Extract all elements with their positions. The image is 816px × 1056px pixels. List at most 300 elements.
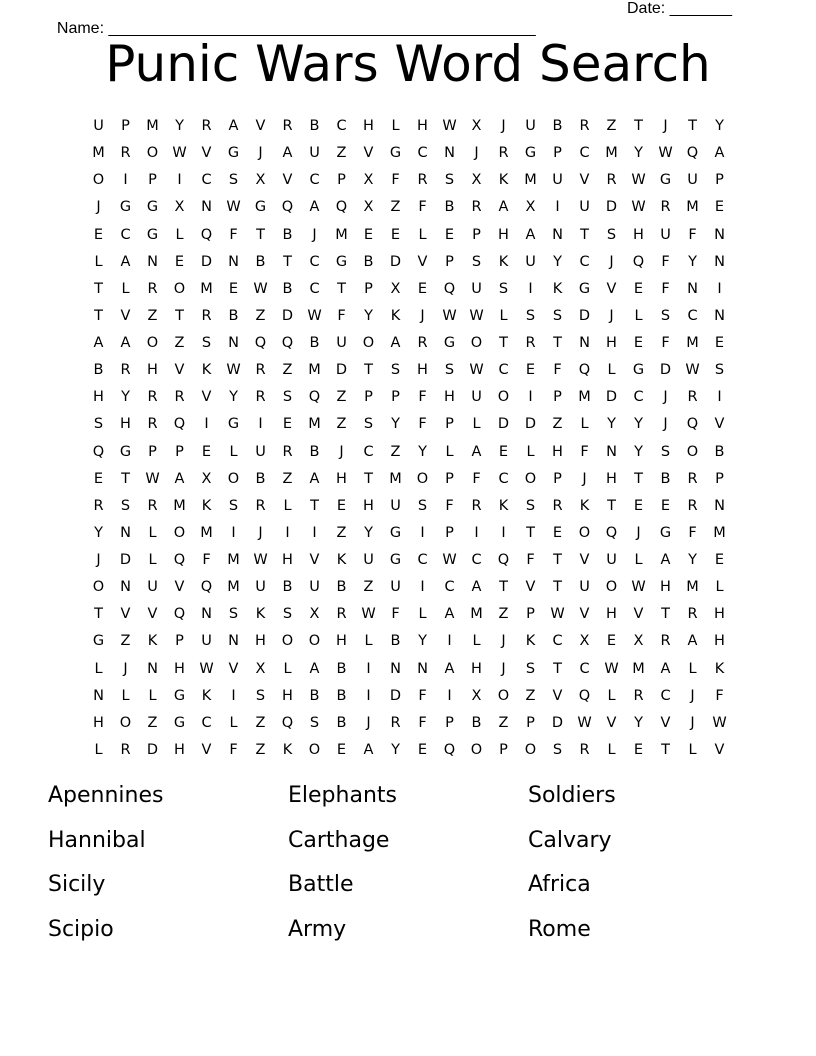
grid-letter: L: [715, 579, 724, 596]
grid-letter: U: [552, 172, 563, 189]
grid-letter: R: [93, 497, 104, 514]
grid-letter: R: [282, 118, 293, 134]
grid-letter: P: [337, 172, 346, 189]
grid-letter: I: [231, 524, 236, 541]
grid-letter: B: [282, 579, 293, 596]
grid-letter: K: [390, 307, 401, 324]
grid-letter: H: [174, 741, 185, 758]
grid-letter: V: [525, 579, 536, 596]
grid-letter: X: [201, 470, 212, 487]
grid-letter: U: [201, 633, 212, 650]
grid-letter: V: [606, 280, 617, 297]
grid-letter: Q: [281, 714, 294, 731]
grid-letter: L: [94, 660, 103, 677]
grid-letter: Z: [498, 714, 509, 731]
grid-letter: S: [228, 606, 239, 623]
grid-letter: Y: [634, 416, 643, 433]
grid-letter: V: [579, 606, 590, 623]
grid-letter: C: [444, 579, 455, 596]
grid-letter: E: [714, 199, 725, 216]
grid-letter: C: [633, 389, 644, 406]
grid-letter: V: [201, 741, 212, 758]
grid-letter: A: [309, 199, 320, 216]
grid-letter: V: [552, 687, 563, 704]
grid-letter: Q: [632, 253, 645, 270]
grid-letter: W: [469, 362, 484, 379]
grid-letter: M: [524, 172, 537, 189]
grid-letter: N: [417, 660, 428, 677]
grid-letter: R: [336, 606, 347, 623]
grid-letter: A: [444, 606, 455, 623]
grid-letter: S: [282, 389, 293, 406]
grid-letter: T: [553, 660, 562, 677]
grid-letter: H: [93, 714, 104, 731]
grid-letter: V: [363, 145, 374, 162]
grid-letter: J: [123, 660, 128, 677]
grid-letter: H: [174, 660, 185, 677]
grid-letter: X: [309, 606, 320, 623]
grid-letter: L: [148, 687, 157, 704]
grid-letter: L: [229, 443, 238, 460]
grid-letter: T: [175, 307, 184, 324]
grid-letter: I: [366, 687, 371, 704]
grid-letter: B: [255, 253, 266, 270]
grid-letter: C: [687, 307, 698, 324]
grid-letter: C: [336, 118, 347, 134]
grid-letter: F: [418, 199, 427, 216]
grid-letter: H: [255, 633, 266, 650]
word-list-item: Carthage: [288, 827, 390, 853]
grid-letter: L: [634, 307, 643, 324]
grid-letter: I: [177, 172, 182, 189]
grid-letter: S: [552, 307, 563, 324]
grid-letter: W: [253, 552, 268, 568]
grid-letter: J: [582, 470, 587, 487]
grid-letter: U: [579, 199, 590, 216]
grid-letter: G: [119, 443, 132, 460]
grid-letter: C: [120, 226, 131, 243]
grid-letter: I: [366, 660, 371, 677]
grid-letter: Y: [607, 416, 616, 433]
grid-letter: T: [94, 307, 103, 324]
grid-letter: Z: [336, 389, 347, 406]
grid-letter: J: [339, 443, 344, 460]
grid-letter: R: [660, 633, 671, 650]
grid-letter: O: [362, 335, 375, 351]
grid-letter: T: [688, 118, 697, 134]
letter-grid: [85, 113, 733, 764]
grid-letter: T: [580, 226, 589, 243]
grid-letter: O: [524, 470, 537, 487]
grid-letter: J: [636, 524, 641, 541]
grid-letter: A: [228, 118, 239, 134]
grid-letter: U: [471, 389, 482, 406]
grid-letter: B: [336, 660, 347, 677]
grid-letter: O: [227, 470, 240, 487]
grid-letter: E: [93, 470, 104, 487]
grid-letter: R: [255, 497, 266, 514]
grid-letter: V: [660, 714, 671, 731]
grid-letter: K: [201, 362, 212, 379]
grid-letter: W: [442, 307, 457, 324]
grid-letter: L: [94, 741, 103, 758]
grid-letter: N: [714, 497, 725, 514]
grid-letter: D: [389, 253, 402, 270]
grid-letter: Y: [418, 633, 427, 650]
grid-letter: V: [120, 307, 131, 324]
grid-letter: V: [255, 118, 266, 134]
grid-letter: C: [579, 660, 590, 677]
grid-letter: S: [390, 362, 401, 379]
word-list-item: Scipio: [48, 916, 114, 942]
grid-letter: A: [120, 335, 131, 351]
grid-letter: Z: [282, 362, 293, 379]
grid-letter: B: [714, 443, 725, 460]
grid-letter: N: [120, 524, 131, 541]
grid-letter: N: [93, 687, 104, 704]
grid-letter: M: [200, 524, 213, 541]
grid-letter: S: [714, 362, 725, 379]
word-list-item: Soldiers: [528, 783, 616, 808]
grid-letter: L: [283, 660, 292, 677]
grid-letter: U: [579, 579, 590, 596]
grid-letter: Y: [94, 524, 103, 541]
grid-letter: Z: [147, 714, 158, 731]
grid-letter: T: [364, 362, 373, 379]
grid-letter: L: [688, 741, 697, 758]
word-list-item: Apennines: [48, 783, 164, 808]
grid-letter: E: [363, 226, 374, 243]
grid-letter: J: [366, 714, 371, 731]
grid-letter: Z: [255, 741, 266, 758]
grid-letter: K: [579, 497, 590, 514]
grid-letter: N: [228, 335, 239, 351]
grid-letter: F: [337, 307, 346, 324]
grid-letter: I: [285, 524, 290, 541]
grid-letter: R: [687, 497, 698, 514]
grid-letter: G: [524, 145, 537, 162]
grid-letter: Y: [688, 253, 697, 270]
grid-letter: H: [147, 362, 158, 379]
grid-letter: A: [471, 579, 482, 596]
grid-letter: D: [146, 741, 159, 758]
grid-letter: A: [714, 145, 725, 162]
grid-letter: R: [660, 199, 671, 216]
grid-letter: J: [96, 552, 101, 568]
grid-letter: Z: [390, 199, 401, 216]
grid-letter: H: [714, 633, 725, 650]
grid-letter: B: [471, 714, 482, 731]
grid-letter: M: [200, 280, 213, 297]
word-list-item: Elephants: [288, 783, 397, 808]
grid-letter: V: [606, 714, 617, 731]
grid-letter: R: [471, 199, 482, 216]
grid-letter: Y: [364, 524, 373, 541]
grid-letter: P: [445, 524, 454, 541]
grid-letter: B: [93, 362, 104, 379]
grid-letter: C: [471, 552, 482, 568]
grid-letter: Q: [497, 552, 510, 568]
grid-letter: W: [361, 606, 376, 623]
grid-letter: Z: [552, 416, 563, 433]
grid-letter: K: [714, 660, 725, 677]
grid-letter: J: [258, 145, 263, 162]
grid-letter: B: [309, 118, 320, 134]
grid-letter: W: [658, 145, 673, 162]
grid-letter: T: [661, 606, 670, 623]
grid-letter: Y: [688, 552, 697, 568]
grid-letter: R: [606, 172, 617, 189]
grid-letter: N: [444, 145, 455, 162]
grid-letter: V: [174, 362, 185, 379]
grid-letter: C: [309, 172, 320, 189]
grid-letter: S: [525, 497, 536, 514]
grid-letter: Q: [200, 226, 213, 243]
grid-letter: W: [577, 714, 592, 731]
grid-letter: Q: [443, 280, 456, 297]
grid-letter: Q: [281, 335, 294, 351]
grid-letter: I: [528, 280, 533, 297]
grid-letter: Z: [255, 714, 266, 731]
grid-letter: P: [445, 470, 454, 487]
grid-letter: O: [308, 633, 321, 650]
grid-letter: H: [498, 226, 509, 243]
grid-letter: H: [714, 606, 725, 623]
grid-letter: P: [364, 280, 373, 297]
grid-letter: V: [579, 552, 590, 568]
grid-letter: J: [501, 118, 506, 134]
grid-letter: G: [173, 714, 186, 731]
grid-letter: D: [524, 416, 537, 433]
grid-letter: Z: [525, 687, 536, 704]
grid-letter: S: [417, 497, 428, 514]
grid-letter: A: [309, 660, 320, 677]
grid-letter: R: [471, 497, 482, 514]
word-list: [48, 780, 768, 958]
grid-letter: Q: [173, 552, 186, 568]
grid-letter: Q: [686, 416, 699, 433]
grid-letter: H: [606, 470, 617, 487]
grid-letter: J: [663, 118, 668, 134]
grid-letter: T: [121, 470, 130, 487]
grid-letter: S: [471, 253, 482, 270]
grid-letter: P: [715, 470, 724, 487]
grid-letter: O: [578, 524, 591, 541]
grid-letter: J: [258, 524, 263, 541]
grid-letter: E: [390, 226, 401, 243]
grid-letter: A: [471, 443, 482, 460]
grid-letter: P: [553, 470, 562, 487]
grid-letter: D: [200, 253, 213, 270]
grid-letter: L: [607, 362, 616, 379]
grid-letter: X: [174, 199, 185, 216]
grid-letter: E: [417, 280, 428, 297]
grid-letter: E: [633, 335, 644, 351]
grid-letter: B: [282, 226, 293, 243]
grid-letter: C: [498, 470, 509, 487]
grid-letter: L: [121, 280, 130, 297]
grid-letter: B: [255, 470, 266, 487]
grid-letter: Q: [578, 687, 591, 704]
grid-letter: H: [552, 443, 563, 460]
grid-letter: G: [632, 362, 645, 379]
grid-letter: Q: [578, 362, 591, 379]
grid-letter: N: [390, 660, 401, 677]
grid-letter: O: [524, 741, 537, 758]
grid-letter: S: [444, 362, 455, 379]
grid-letter: D: [605, 389, 618, 406]
grid-letter: J: [663, 389, 668, 406]
grid-letter: L: [472, 633, 481, 650]
grid-letter: U: [309, 579, 320, 596]
grid-letter: G: [389, 552, 402, 568]
grid-letter: J: [96, 199, 101, 216]
grid-letter: I: [501, 524, 506, 541]
grid-letter: N: [714, 226, 725, 243]
grid-letter: M: [713, 524, 726, 541]
grid-letter: M: [227, 552, 240, 568]
grid-letter: N: [714, 253, 725, 270]
grid-letter: B: [336, 579, 347, 596]
grid-letter: U: [525, 253, 536, 270]
grid-letter: N: [714, 307, 725, 324]
grid-letter: C: [660, 687, 671, 704]
grid-letter: L: [607, 741, 616, 758]
grid-letter: V: [579, 172, 590, 189]
grid-letter: X: [633, 633, 644, 650]
grid-letter: P: [526, 606, 535, 623]
grid-letter: S: [525, 307, 536, 324]
grid-letter: J: [501, 660, 506, 677]
grid-letter: F: [445, 497, 454, 514]
grid-letter: E: [525, 362, 536, 379]
grid-letter: Y: [634, 443, 643, 460]
grid-letter: K: [201, 687, 212, 704]
grid-letter: F: [661, 280, 670, 297]
grid-letter: K: [336, 552, 347, 568]
grid-letter: V: [714, 741, 725, 758]
grid-letter: J: [474, 145, 479, 162]
grid-letter: N: [552, 226, 563, 243]
grid-letter: J: [690, 714, 695, 731]
grid-letter: T: [661, 741, 670, 758]
grid-letter: L: [418, 226, 427, 243]
grid-letter: V: [228, 660, 239, 677]
grid-letter: S: [309, 714, 320, 731]
grid-letter: O: [308, 741, 321, 758]
grid-letter: U: [93, 118, 104, 134]
grid-letter: G: [389, 524, 402, 541]
grid-letter: Y: [364, 307, 373, 324]
grid-letter: I: [447, 633, 452, 650]
grid-letter: M: [308, 362, 321, 379]
grid-letter: I: [420, 579, 425, 596]
grid-letter: P: [499, 741, 508, 758]
grid-letter: W: [226, 199, 241, 216]
grid-letter: D: [578, 307, 591, 324]
grid-letter: K: [282, 741, 293, 758]
grid-letter: C: [309, 280, 320, 297]
word-list-item: Hannibal: [48, 827, 146, 853]
grid-letter: L: [364, 633, 373, 650]
grid-letter: B: [282, 280, 293, 297]
grid-letter: N: [201, 199, 212, 216]
grid-letter: L: [148, 524, 157, 541]
grid-letter: Q: [254, 335, 267, 351]
grid-letter: A: [363, 741, 374, 758]
grid-letter: I: [420, 524, 425, 541]
grid-letter: J: [312, 226, 317, 243]
grid-letter: B: [309, 443, 320, 460]
grid-letter: P: [445, 416, 454, 433]
grid-letter: E: [660, 497, 671, 514]
grid-letter: S: [498, 280, 509, 297]
grid-letter: U: [606, 552, 617, 568]
grid-letter: C: [552, 633, 563, 650]
grid-letter: W: [712, 714, 727, 731]
grid-letter: M: [92, 145, 105, 162]
grid-letter: S: [228, 172, 239, 189]
grid-letter: W: [550, 606, 565, 623]
grid-letter: O: [92, 579, 105, 596]
grid-letter: E: [201, 443, 212, 460]
grid-letter: I: [447, 687, 452, 704]
grid-letter: E: [93, 226, 104, 243]
grid-letter: E: [444, 226, 455, 243]
grid-letter: R: [633, 687, 644, 704]
grid-letter: M: [686, 199, 699, 216]
grid-letter: Q: [200, 579, 213, 596]
grid-letter: C: [201, 172, 212, 189]
page-title: Punic Wars Word Search: [105, 35, 711, 93]
grid-letter: O: [119, 714, 132, 731]
grid-letter: K: [201, 497, 212, 514]
grid-letter: G: [146, 226, 159, 243]
grid-letter: B: [309, 687, 320, 704]
grid-letter: R: [120, 145, 131, 162]
grid-letter: K: [498, 172, 509, 189]
grid-letter: Z: [147, 307, 158, 324]
grid-letter: H: [606, 335, 617, 351]
grid-letter: O: [173, 524, 186, 541]
grid-letter: J: [609, 307, 614, 324]
word-list-item: Army: [288, 916, 347, 942]
grid-letter: H: [282, 552, 293, 568]
grid-letter: R: [147, 280, 158, 297]
grid-letter: T: [256, 226, 265, 243]
grid-letter: S: [255, 687, 266, 704]
grid-letter: H: [417, 118, 428, 134]
grid-letter: T: [634, 118, 643, 134]
grid-letter: B: [390, 633, 401, 650]
grid-letter: U: [390, 497, 401, 514]
grid-letter: Z: [255, 307, 266, 324]
grid-letter: Y: [229, 389, 238, 406]
grid-letter: U: [255, 443, 266, 460]
grid-letter: R: [147, 389, 158, 406]
grid-letter: Q: [605, 524, 618, 541]
grid-letter: D: [497, 416, 510, 433]
grid-letter: O: [497, 389, 510, 406]
grid-letter: Z: [363, 579, 374, 596]
grid-letter: W: [199, 660, 214, 677]
grid-letter: O: [173, 280, 186, 297]
grid-letter: H: [336, 470, 347, 487]
grid-letter: R: [201, 307, 212, 324]
grid-letter: Z: [282, 470, 293, 487]
grid-letter: T: [364, 470, 373, 487]
grid-letter: C: [579, 253, 590, 270]
